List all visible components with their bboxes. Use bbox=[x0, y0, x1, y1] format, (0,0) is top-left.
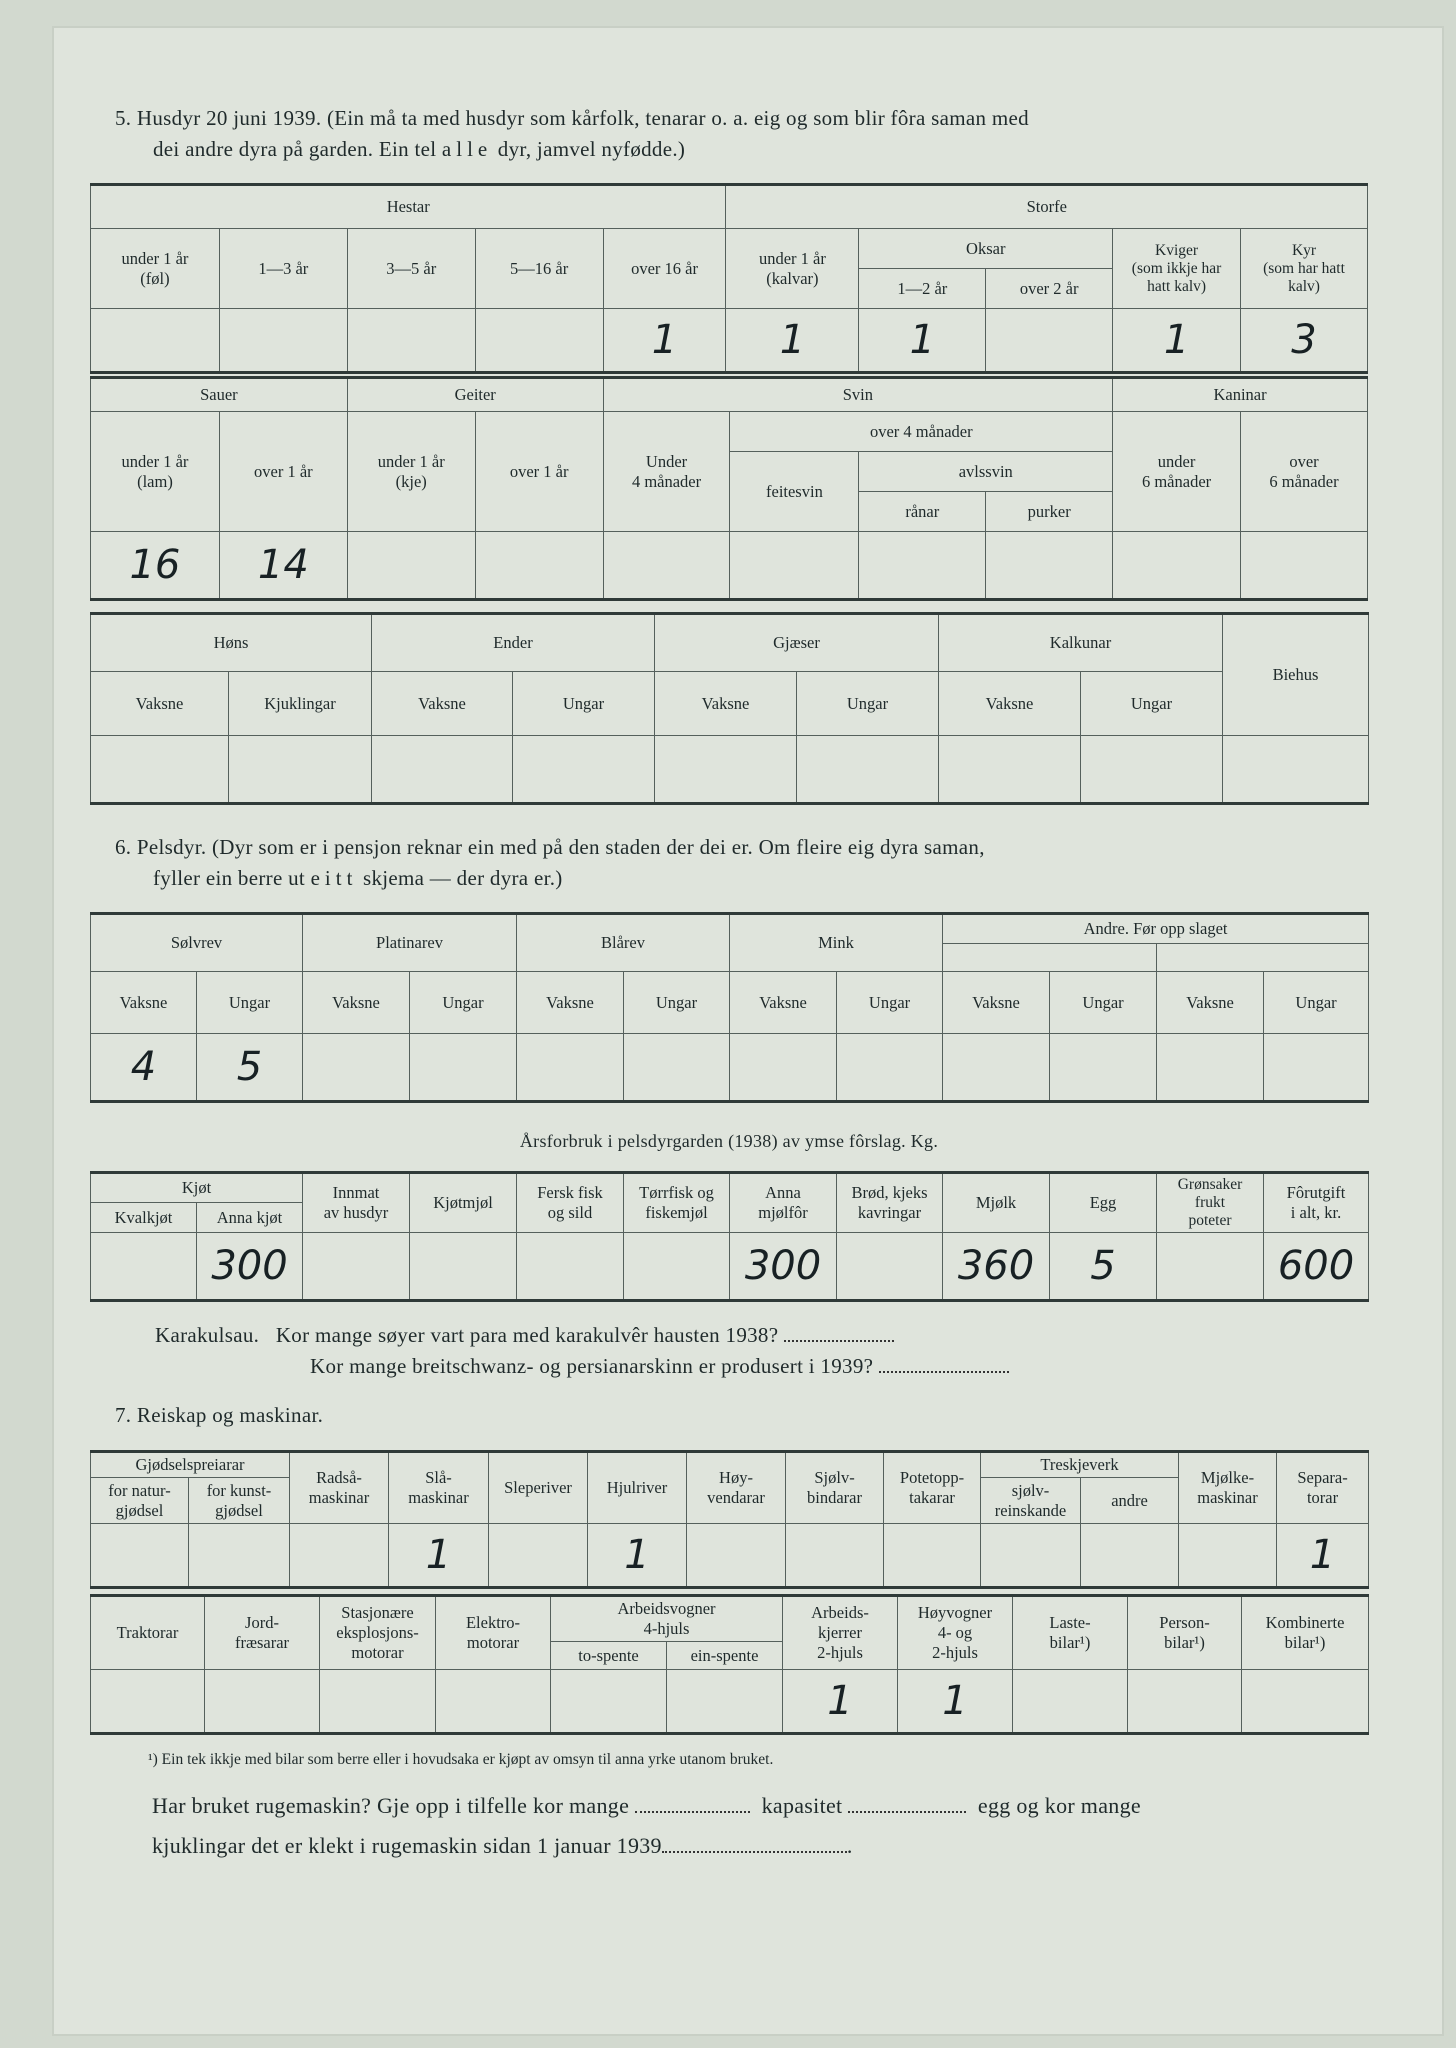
karakul-block bbox=[155, 1320, 1365, 1382]
count-cell[interactable] bbox=[655, 736, 797, 804]
svin-header: Svin bbox=[603, 378, 1113, 412]
count-cell[interactable]: 4 bbox=[91, 1034, 197, 1102]
implements-table bbox=[90, 1450, 1369, 1589]
andre-slag-2[interactable] bbox=[1157, 944, 1369, 972]
karakul-line2: Kor mange breitschwanz- og persianarskinn er produsert i 1939? bbox=[155, 1351, 1365, 1382]
count-cell[interactable] bbox=[1223, 736, 1369, 804]
section5-line2: dei andre dyra på garden. Ein tel alle dyr, jamvel nyfødde.) bbox=[153, 137, 686, 161]
kvalkjot-col: Kvalkjøt bbox=[91, 1203, 197, 1233]
gjodsel-header: Gjødselspreiarar bbox=[91, 1452, 290, 1478]
feed-col: Innmat av husdyr bbox=[303, 1173, 410, 1233]
kg-cell[interactable] bbox=[1157, 1233, 1264, 1301]
kjot-header: Kjøt bbox=[91, 1173, 303, 1203]
section6-heading bbox=[115, 832, 1370, 894]
andre-slag-1[interactable] bbox=[943, 944, 1157, 972]
count-cell[interactable] bbox=[1179, 1524, 1277, 1588]
kg-cell[interactable] bbox=[837, 1233, 943, 1301]
count-cell[interactable]: 1 bbox=[1277, 1524, 1369, 1588]
arbeidsvogner-header: Arbeidsvogner 4-hjuls bbox=[551, 1596, 783, 1642]
svin-over4-header: over 4 månader bbox=[730, 412, 1113, 452]
feed-col: Brød, kjeks kavringar bbox=[837, 1173, 943, 1233]
ungar-col: Ungar bbox=[197, 972, 303, 1034]
kg-cell[interactable] bbox=[517, 1233, 624, 1301]
feed-col: Grønsaker frukt poteter bbox=[1157, 1173, 1264, 1233]
count-cell[interactable] bbox=[219, 309, 347, 373]
count-cell[interactable] bbox=[436, 1670, 551, 1734]
svin-under4-col: Under 4 månader bbox=[603, 412, 730, 532]
count-cell[interactable] bbox=[1241, 532, 1368, 600]
treskjeverk-col: andre bbox=[1081, 1478, 1179, 1524]
rugemaskin-line2: kjuklingar det er klekt i rugemaskin sidan 1 januar 1939 . bbox=[152, 1833, 853, 1858]
vehicle-col: Kombinerte bilar¹) bbox=[1242, 1596, 1369, 1670]
kaninar-header: Kaninar bbox=[1113, 378, 1368, 412]
count-cell[interactable] bbox=[372, 736, 513, 804]
gjodsel-col: for natur- gjødsel bbox=[91, 1478, 189, 1524]
oksar-header: Oksar bbox=[859, 229, 1113, 269]
gjaeser-header: Gjæser bbox=[655, 614, 939, 672]
vehicle-col: Laste- bilar¹) bbox=[1013, 1596, 1128, 1670]
avlssvin-header: avlssvin bbox=[859, 452, 1113, 492]
count-cell[interactable] bbox=[189, 1524, 290, 1588]
count-cell[interactable] bbox=[687, 1524, 786, 1588]
count-cell[interactable] bbox=[939, 736, 1081, 804]
feed-col: Egg bbox=[1050, 1173, 1157, 1233]
solvrev-header: Sølvrev bbox=[91, 914, 303, 972]
feed-consumption-table bbox=[90, 1171, 1369, 1302]
implement-col: Slå- maskinar bbox=[389, 1452, 489, 1524]
arbeidsvogner-col: to-spente bbox=[551, 1642, 667, 1670]
count-cell[interactable] bbox=[797, 736, 939, 804]
count-cell[interactable] bbox=[624, 1034, 730, 1102]
implement-col: Potetopp- takarar bbox=[884, 1452, 981, 1524]
section5-heading bbox=[115, 103, 1370, 165]
ungar-col: Ungar bbox=[1264, 972, 1369, 1034]
storfe-header: Storfe bbox=[726, 185, 1368, 229]
count-cell[interactable] bbox=[290, 1524, 389, 1588]
feitesvin-col: feitesvin bbox=[730, 452, 859, 532]
implement-col: Sleperiver bbox=[489, 1452, 588, 1524]
implement-col: Sjølv- bindarar bbox=[786, 1452, 884, 1524]
blarev-header: Blårev bbox=[517, 914, 730, 972]
karakul-line1: Karakulsau. Kor mange søyer vart para med karakulvêr hausten 1938? bbox=[155, 1320, 1365, 1351]
footnote: ¹) Ein tek ikkje med bilar som berre eller i hovudsaka er kjøpt av omsyn til anna yrke utanom bruket. bbox=[148, 1751, 774, 1768]
vaksne-col: Vaksne bbox=[91, 672, 229, 736]
ungar-col: Ungar bbox=[1081, 672, 1223, 736]
count-cell[interactable] bbox=[667, 1670, 783, 1734]
vaksne-col: Vaksne bbox=[91, 972, 197, 1034]
count-cell[interactable]: 1 bbox=[1113, 309, 1241, 373]
count-cell[interactable] bbox=[786, 1524, 884, 1588]
count-cell[interactable] bbox=[943, 1034, 1050, 1102]
count-cell[interactable] bbox=[1264, 1034, 1369, 1102]
rugemaskin-line1: Har bruket rugemaskin? Gje opp i tilfelle kor mange kapasitet egg og kor mange bbox=[152, 1793, 1141, 1818]
kg-cell[interactable]: 300 bbox=[197, 1233, 303, 1301]
geiter-col: under 1 år (kje) bbox=[347, 412, 475, 532]
count-cell[interactable]: 1 bbox=[783, 1670, 898, 1734]
vaksne-col: Vaksne bbox=[517, 972, 624, 1034]
vaksne-col: Vaksne bbox=[372, 672, 513, 736]
count-cell[interactable] bbox=[1113, 532, 1241, 600]
arbeidsvogner-col: ein-spente bbox=[667, 1642, 783, 1670]
implement-col: Separa- torar bbox=[1277, 1452, 1369, 1524]
hestar-col: under 1 år (føl) bbox=[91, 229, 220, 309]
kalkunar-header: Kalkunar bbox=[939, 614, 1223, 672]
count-cell[interactable] bbox=[410, 1034, 517, 1102]
hons-header: Høns bbox=[91, 614, 372, 672]
treskjeverk-header: Treskjeverk bbox=[981, 1452, 1179, 1478]
andre-header: Andre. Før opp slaget bbox=[943, 914, 1369, 944]
count-cell[interactable] bbox=[1050, 1034, 1157, 1102]
count-cell[interactable]: 3 bbox=[1241, 309, 1368, 373]
vehicle-col: Stasjonære eksplosjons- motorar bbox=[320, 1596, 436, 1670]
vehicle-col: Traktorar bbox=[91, 1596, 205, 1670]
kg-cell[interactable] bbox=[624, 1233, 730, 1301]
livestock-horses-cattle-table bbox=[90, 183, 1368, 374]
vaksne-col: Vaksne bbox=[303, 972, 410, 1034]
ender-header: Ender bbox=[372, 614, 655, 672]
count-cell[interactable] bbox=[489, 1524, 588, 1588]
vaksne-col: Vaksne bbox=[1157, 972, 1264, 1034]
biehus-col: Biehus bbox=[1223, 614, 1369, 736]
ungar-col: Ungar bbox=[513, 672, 655, 736]
implement-col: Radså- maskinar bbox=[290, 1452, 389, 1524]
section7-heading: 7. Reiskap og maskinar. bbox=[115, 1403, 324, 1427]
vehicle-col: Elektro- motorar bbox=[436, 1596, 551, 1670]
count-cell[interactable] bbox=[837, 1034, 943, 1102]
count-cell[interactable] bbox=[91, 736, 229, 804]
count-cell[interactable]: 16 bbox=[91, 532, 220, 600]
vaksne-col: Vaksne bbox=[655, 672, 797, 736]
count-cell[interactable] bbox=[229, 736, 372, 804]
feed-col: Tørrfisk og fiskemjøl bbox=[624, 1173, 730, 1233]
feed-col: Fersk fisk og sild bbox=[517, 1173, 624, 1233]
count-cell[interactable] bbox=[551, 1670, 667, 1734]
section5-line1: 5. Husdyr 20 juni 1939. (Ein må ta med husdyr som kårfolk, tenarar o. a. eig og som blir fôra saman med bbox=[115, 106, 1029, 130]
vehicle-col: Arbeids- kjerrer 2-hjuls bbox=[783, 1596, 898, 1670]
hestar-col: 3—5 år bbox=[347, 229, 475, 309]
count-cell[interactable] bbox=[517, 1034, 624, 1102]
mink-header: Mink bbox=[730, 914, 943, 972]
count-cell[interactable] bbox=[320, 1670, 436, 1734]
kg-cell[interactable] bbox=[410, 1233, 517, 1301]
kjuklingar-col: Kjuklingar bbox=[229, 672, 372, 736]
ungar-col: Ungar bbox=[797, 672, 939, 736]
kg-cell[interactable] bbox=[303, 1233, 410, 1301]
count-cell[interactable] bbox=[1081, 736, 1223, 804]
avlssvin-col: purker bbox=[986, 492, 1113, 532]
count-cell[interactable]: 1 bbox=[898, 1670, 1013, 1734]
livestock-sheep-goats-pigs-table bbox=[90, 376, 1368, 601]
rugemaskin-block bbox=[152, 1786, 1372, 1866]
count-cell[interactable]: 1 bbox=[603, 309, 726, 373]
sauer-col: under 1 år (lam) bbox=[91, 412, 220, 532]
count-cell[interactable] bbox=[347, 532, 475, 600]
implement-col: Hjulriver bbox=[588, 1452, 687, 1524]
sauer-col: over 1 år bbox=[219, 412, 347, 532]
ungar-col: Ungar bbox=[624, 972, 730, 1034]
poultry-table bbox=[90, 612, 1369, 805]
karakul-q2-field[interactable] bbox=[879, 1371, 1009, 1373]
vehicles-table bbox=[90, 1594, 1369, 1735]
hestar-header: Hestar bbox=[91, 185, 726, 229]
feed-col: Anna mjølfôr bbox=[730, 1173, 837, 1233]
kg-cell[interactable]: 360 bbox=[943, 1233, 1050, 1301]
hestar-col: 5—16 år bbox=[475, 229, 603, 309]
ungar-col: Ungar bbox=[1050, 972, 1157, 1034]
count-cell[interactable] bbox=[205, 1670, 320, 1734]
count-cell[interactable] bbox=[1128, 1670, 1242, 1734]
count-cell[interactable] bbox=[859, 532, 986, 600]
count-cell[interactable] bbox=[1242, 1670, 1369, 1734]
vehicle-col: Høyvogner 4- og 2-hjuls bbox=[898, 1596, 1013, 1670]
sauer-header: Sauer bbox=[91, 378, 348, 412]
count-cell[interactable] bbox=[513, 736, 655, 804]
count-cell[interactable] bbox=[91, 1524, 189, 1588]
karakul-q1-field[interactable] bbox=[784, 1340, 894, 1342]
count-cell[interactable] bbox=[1013, 1670, 1128, 1734]
feed-col: Mjølk bbox=[943, 1173, 1050, 1233]
avlssvin-col: rånar bbox=[859, 492, 986, 532]
gjodsel-col: for kunst- gjødsel bbox=[189, 1478, 290, 1524]
count-cell[interactable] bbox=[986, 309, 1113, 373]
count-cell[interactable] bbox=[91, 1670, 205, 1734]
kg-cell[interactable] bbox=[91, 1233, 197, 1301]
forbruk-title: Årsforbruk i pelsdyrgarden (1938) av ymse fôrslag. Kg. bbox=[519, 1131, 939, 1151]
count-cell[interactable] bbox=[730, 1034, 837, 1102]
kg-cell[interactable]: 300 bbox=[730, 1233, 837, 1301]
hestar-col: over 16 år bbox=[603, 229, 726, 309]
count-cell[interactable] bbox=[884, 1524, 981, 1588]
count-cell[interactable] bbox=[303, 1034, 410, 1102]
vehicle-col: Jord- fræsarar bbox=[205, 1596, 320, 1670]
implement-col: Høy- vendarar bbox=[687, 1452, 786, 1524]
kg-cell[interactable]: 600 bbox=[1264, 1233, 1369, 1301]
count-cell[interactable] bbox=[91, 309, 220, 373]
kyr-col: Kyr (som har hatt kalv) bbox=[1241, 229, 1368, 309]
rugemaskin-capacity-field[interactable] bbox=[848, 1811, 966, 1813]
count-cell[interactable] bbox=[1157, 1034, 1264, 1102]
kaninar-col: over 6 månader bbox=[1241, 412, 1368, 532]
vehicle-col: Person- bilar¹) bbox=[1128, 1596, 1242, 1670]
count-cell[interactable] bbox=[475, 309, 603, 373]
count-cell[interactable] bbox=[603, 532, 730, 600]
feed-col: Kjøtmjøl bbox=[410, 1173, 517, 1233]
vaksne-col: Vaksne bbox=[939, 672, 1081, 736]
ungar-col: Ungar bbox=[837, 972, 943, 1034]
count-cell[interactable] bbox=[981, 1524, 1081, 1588]
count-cell[interactable]: 1 bbox=[389, 1524, 489, 1588]
rugemaskin-chicks-field[interactable] bbox=[662, 1851, 847, 1853]
count-cell[interactable] bbox=[347, 309, 475, 373]
oksar-col: over 2 år bbox=[986, 269, 1113, 309]
anna-kjot-col: Anna kjøt bbox=[197, 1203, 303, 1233]
platinarev-header: Platinarev bbox=[303, 914, 517, 972]
feed-col: Fôrutgift i alt, kr. bbox=[1264, 1173, 1369, 1233]
vaksne-col: Vaksne bbox=[943, 972, 1050, 1034]
ungar-col: Ungar bbox=[410, 972, 517, 1034]
kaninar-col: under 6 månader bbox=[1113, 412, 1241, 532]
fur-animals-table bbox=[90, 912, 1369, 1103]
count-cell[interactable]: 1 bbox=[588, 1524, 687, 1588]
treskjeverk-col: sjølv- reinskande bbox=[981, 1478, 1081, 1524]
count-cell[interactable] bbox=[475, 532, 603, 600]
geiter-header: Geiter bbox=[347, 378, 603, 412]
geiter-col: over 1 år bbox=[475, 412, 603, 532]
vaksne-col: Vaksne bbox=[730, 972, 837, 1034]
count-cell[interactable] bbox=[730, 532, 859, 600]
count-cell[interactable]: 5 bbox=[197, 1034, 303, 1102]
count-cell[interactable]: 1 bbox=[859, 309, 986, 373]
count-cell[interactable]: 14 bbox=[219, 532, 347, 600]
implement-col: Mjølke- maskinar bbox=[1179, 1452, 1277, 1524]
count-cell[interactable]: 1 bbox=[726, 309, 859, 373]
section6-line2: fyller ein berre ut eitt skjema — der dyra er.) bbox=[153, 866, 563, 890]
rugemaskin-count-field[interactable] bbox=[635, 1811, 750, 1813]
kg-cell[interactable]: 5 bbox=[1050, 1233, 1157, 1301]
storfe-under1-col: under 1 år (kalvar) bbox=[726, 229, 859, 309]
oksar-col: 1—2 år bbox=[859, 269, 986, 309]
hestar-col: 1—3 år bbox=[219, 229, 347, 309]
section6-line1: 6. Pelsdyr. (Dyr som er i pensjon reknar ein med på den staden der dei er. Om fleire eig dyra saman, bbox=[115, 835, 985, 859]
count-cell[interactable] bbox=[1081, 1524, 1179, 1588]
count-cell[interactable] bbox=[986, 532, 1113, 600]
kviger-col: Kviger (som ikkje har hatt kalv) bbox=[1113, 229, 1241, 309]
